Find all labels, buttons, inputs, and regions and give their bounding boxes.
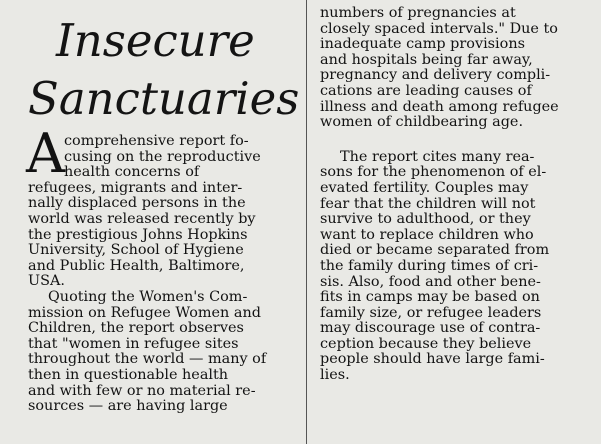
article-line: lies. xyxy=(320,367,350,384)
article-line: died or became separated from xyxy=(320,242,550,259)
article-line: comprehensive report fo- xyxy=(64,133,249,149)
article-line: USA. xyxy=(28,273,65,290)
article-line: and hospitals being far away, xyxy=(320,51,533,68)
article-line: and Public Health, Baltimore, xyxy=(28,257,245,274)
headline-line-1: Insecure xyxy=(56,14,255,67)
article-line: closely spaced intervals." Due to xyxy=(320,20,558,37)
article-line: and with few or no material re- xyxy=(28,382,256,399)
article-line: world was released recently by xyxy=(28,210,256,227)
article-line: fits in camps may be based on xyxy=(320,289,540,306)
article-line: Quoting the Women's Com- xyxy=(48,288,248,305)
article-line: the prestigious Johns Hopkins xyxy=(28,226,248,243)
article-line: evated fertility. Couples may xyxy=(320,179,529,196)
article-line: refugees, migrants and inter- xyxy=(28,179,243,196)
article-line: nally displaced persons in the xyxy=(28,195,246,212)
article-line: numbers of pregnancies at xyxy=(320,5,516,21)
article-line: want to replace children who xyxy=(320,226,534,243)
article-line: inadequate camp provisions xyxy=(320,36,525,53)
article-line: fear that the children will not xyxy=(320,195,536,212)
article-line: health concerns of xyxy=(64,164,200,181)
article-line: throughout the world — many of xyxy=(28,351,267,368)
article-line: sis. Also, food and other bene- xyxy=(320,273,541,290)
drop-cap-letter: A xyxy=(26,122,65,185)
article-line: ception because they believe xyxy=(320,335,532,352)
article-line: cations are leading causes of xyxy=(320,82,532,99)
article-line: family size, or refugee leaders xyxy=(320,304,542,321)
article-line: illness and death among refugee xyxy=(320,98,559,115)
article-line: survive to adulthood, or they xyxy=(320,211,531,228)
article-line: sons for the phenomenon of el- xyxy=(320,164,547,181)
article-line: cusing on the reproductive xyxy=(64,148,261,165)
paragraph-gap xyxy=(320,131,598,150)
article-line: women of childbearing age. xyxy=(320,114,524,131)
article-line: the family during times of cri- xyxy=(320,257,539,274)
article-line: then in questionable health xyxy=(28,366,229,383)
article-line: sources — are having large xyxy=(28,398,228,415)
article-line: University, School of Hygiene xyxy=(28,242,244,259)
column-divider xyxy=(306,0,307,444)
article-line: mission on Refugee Women and xyxy=(28,304,261,321)
article-line: that "women in refugee sites xyxy=(28,335,239,352)
article-line: The report cites many rea- xyxy=(340,148,535,165)
article-line: may discourage use of contra- xyxy=(320,320,541,337)
article-line: Children, the report observes xyxy=(28,320,244,337)
left-column xyxy=(28,134,300,415)
right-column xyxy=(320,6,598,384)
article-line: people should have large fami- xyxy=(320,351,545,368)
article-line: pregnancy and delivery compli- xyxy=(320,67,551,84)
headline-line-2: Sanctuaries xyxy=(28,72,300,125)
